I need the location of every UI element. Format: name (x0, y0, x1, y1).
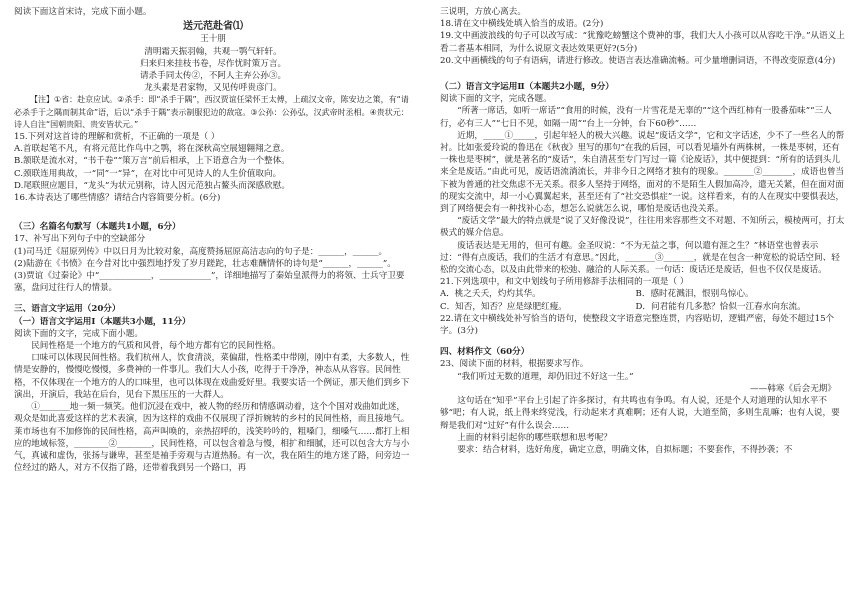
option: A.首联起笔不凡，有将元范比作鸟中之鹗，将在深秋高空展翅翱翔之意。 (14, 144, 290, 155)
passage-paragraph: “废话文学”最大的特点就是“说了又好像没说”，往往用来容那些文不对题、不知所云，模棱两可，打太极式的媒介信息。 (440, 216, 845, 239)
section-heading: （三）名篇名句默写（本题共1小题，6分） (14, 222, 181, 233)
read-intro: 阅读下面的文字，完成各题。 (440, 94, 552, 105)
left-column (14, 6, 412, 474)
question-18: 18.请在文中横线处填入恰当的成语。(2分) (440, 19, 604, 30)
poem-intro: 阅读下面这首宋诗，完成下面小题。 (14, 7, 152, 17)
passage-paragraph: 口味可以体现民间性格。我们杭州人，饮食清淡，菜偏甜，性格柔中带刚，刚中有柔，大多数人，性情是安静的，慢慢吃慢慢，多费神的一件事儿。我们大人小孩，吃得于千净净，神态从从容容。民间性格，不仅体现在一个地方的人的口味里，也可以体现在戏曲爱好里。我要实话一个例证，那天他们到乡下演出，开演后，我站在后台，见台下黑压压的一大群人。 (14, 353, 410, 400)
question-17: 17、补写出下列句子中的空缺部分 (14, 234, 146, 245)
poem-line: 请杀手同太传②，不阿人主弃公孙③。 (139, 71, 287, 82)
read-intro: 阅读下面的文字，完成下面小题。 (14, 328, 143, 339)
option: A．桃之夭夭，灼灼其华。 (440, 289, 541, 300)
essay-requirements: 要求：结合材料，选好角度，确定立意，明确文体，自拟标题；不要套作，不得抄袭；不 (457, 444, 793, 455)
option: C．知否，知否？应是绿肥红瘦。 (440, 301, 567, 312)
poem-author: 王十朋 (200, 34, 226, 45)
question-17-3: (3)贾谊《过秦论》中“____________，____________”，详细地描写了秦始皇派得力的将领、士兵守卫要塞，盘问过往行人的情景。 (14, 271, 405, 294)
poem-line: 龙头素是君家物，又见传呼贵彦门。 (144, 83, 282, 94)
poem-title: 送元范赴省⑴ (183, 21, 243, 33)
question-19: 19.文中画波浪线的句子可以改写成：“犹豫吃螃蟹这个费神的事，我们大人小孩可以从容吃干净。”从语义上看二者基本相同，为什么说原文表达效果更好?(5分) (440, 31, 845, 54)
passage-continued: 三说明，方放心离去。 (440, 7, 526, 17)
passage-paragraph: ①_______地一频一频笑。他们沉浸在戏中，被人物的经历和情感调动着，这个个国对戏曲如此迷，观众是如此喜爱这样的艺术表演，因为这样的戏曲不仅展现了浮折婉转的乡村的民间性格，而且接地气。莱市场也有不加修饰的民间性格，高声叫唤的，亲热招呼的，浅笑吟吟的，粗嗓门，细嗓气……都打上相应的地域标签，________②________，民间性格，可以包含着急与慢，相扩和细腻，还可以包含大方与小气，真诚和虚伪，张扬与谦卑，甚至是袖手旁观与古道热肠。有一次，我在陌生的地方迷了路，问旁边一位经过的路人，对方不仅指了路，还带着我到另一个路口，再 (14, 402, 410, 474)
question-16: 16.本诗表达了哪些情感？请结合内容简要分析。(6分) (14, 193, 221, 204)
section-heading: （二）语言文字运用Ⅱ（本题共2小题，9分） (440, 82, 614, 93)
option: D.尾联照应题目，“龙头”为状元别称，诗人因元范独占鳌头而深感欣慰。 (14, 180, 290, 191)
essay-quote: “我们听过无数的道理，却仍旧过不好这一生。” (457, 371, 634, 382)
section-heading: （一）语言文字运用Ⅰ（本题共3小题，11分） (14, 316, 191, 327)
options-row (440, 288, 846, 300)
part-heading: 四、材料作文（60分） (440, 347, 530, 358)
option: D．问君能有几多愁？恰似一江春水向东流。 (635, 301, 806, 312)
passage-paragraph: 民间性格是一个地方的气质和风骨，每个地方都有它的民间性格。 (31, 341, 281, 352)
option: B．感时花溅泪，恨别鸟惊心。 (635, 289, 754, 300)
options-row (440, 301, 846, 313)
right-column (440, 6, 846, 456)
question-22: 22.请在文中横线处补写恰当的语句，使整段文字语意完整连贯，内容贴切，逻辑严密，每处不超过15个字。(3分) (440, 313, 835, 337)
essay-material: 这句话在“知乎”平台上引起了许多探讨，有共鸣也有争鸣。有人说，还是个人对道理的认知水平不够“吧；有人说，纸上得来终觉浅，行动起来才真难啊；还有人说，大道至简，多则生乱嘛；也有人说，要辩是我们对“过好”有什么误会…… (440, 396, 840, 431)
part-heading: 三、语言文字运用（20分） (14, 304, 121, 315)
question-17-1: (1)司马迁《屈原列传》中以日月为比较对象，高度赞扬屈原高洁志向的句子是：______，______。 (14, 246, 388, 257)
poem-line: 清明霜天振羽翰，共观一鹗气轩轩。 (144, 46, 282, 57)
poem-notes: 【注】①省：赴京应试。②杀手：即“杀手于隅”，西汉贾谊任梁怀王太傅，上疏汉文帝，陈安边之策，有“请必杀手于之隅而制其命”语，后以“杀手于隅”表示制服犯边的敌寇。③公孙：公孙弘，汉武帝时丞相。④贵状元：诗人自注“国朝贵阳、贵安皆状元。” (14, 95, 409, 129)
option: B.颔联是流水对，“书千卷”“策万言”前后相承，上下语意合为一个整体。 (14, 156, 290, 167)
essay-quote-source: ——韩寒《后会无期》 (750, 383, 836, 394)
poem-line: 归来归来挂枝书卷，尽作忧时策万言。 (139, 58, 287, 69)
passage-paragraph: “所著一席话，如听一席话”“食用的时候，没有一片雪花是无辜的”“这个西红柿有一股番茄味”“三人行，必有三人”“七日不见，如隔一周”“台上一分钟，台下60秒”…… (440, 106, 832, 129)
question-17-2: (2)陆游在《书愤》在今昔对比中强烈地抒发了岁月蹉跎，壮志难酬情怀的诗句是“______，______”。 (14, 258, 396, 269)
passage-paragraph: 废话表达是无用的，但可有趣。金圣叹说：“不为无益之事，何以遣有涯之生？”林语堂也曾表示过：“得有点废话，我们的生活才有意思。”因此，_______③_______，就是在包含一种宽松的说话空间、轻松的交流心态，以及由此带来的松弛、融洽的人际关系。一句话：废话还是废话，但也不仅仅是废话。 (440, 240, 840, 276)
question-21: 21.下列选项中，和文中划线句子所用修辞手法相同的一项是（ ） (440, 277, 689, 288)
question-23: 23、阅读下面的材料，根据要求写作。 (440, 359, 589, 370)
question-15: 15.下列对这首诗的理解和赏析，不正确的一项是（ ） (14, 132, 220, 143)
question-20: 20.文中画横线的句子有语病，请进行修改。使语言表达准确流畅。可少量增删词语，不得改变原意(4分) (440, 55, 836, 66)
option: C.颈联连用典故，一“同”一“异”，在对比中可见诗人的人生价值取向。 (14, 168, 282, 179)
essay-prompt: 上面的材料引起你的哪些联想和思考呢？ (457, 432, 612, 443)
passage-paragraph: 近期，_____①_____，引起年轻人的极大兴趣。说起“废话文学”，它和文字话述，少不了一些名人的帮衬。比如张爱玲说的鲁迅在《秋夜》里写的那句“在我的后园，可以看见墙外有两株树，一株是枣树，还有一株也是枣树”，就是著名的“废话”，朱自清甚至专门写过一篇《论废话》，其中便提到：“所有的话到头儿来全是废话。”由此可见，废话语流淌流长，并非今日之网络才独有的现象。_______②_______，成语也曾当下被为普通的社交焦虑不无关系。很多人坚持于网络，面对的不是陌生人假加高冷，遣无关紧，但在面对面的现实交流中，却一小心翼翼起来，甚至还有了“社交恐惧症”一说。这样看来，有的人在现实中要惧表达，到了网络便会有一种找补心态，想怎么说就怎么说，哪怕是废话也没关系。 (440, 130, 845, 215)
